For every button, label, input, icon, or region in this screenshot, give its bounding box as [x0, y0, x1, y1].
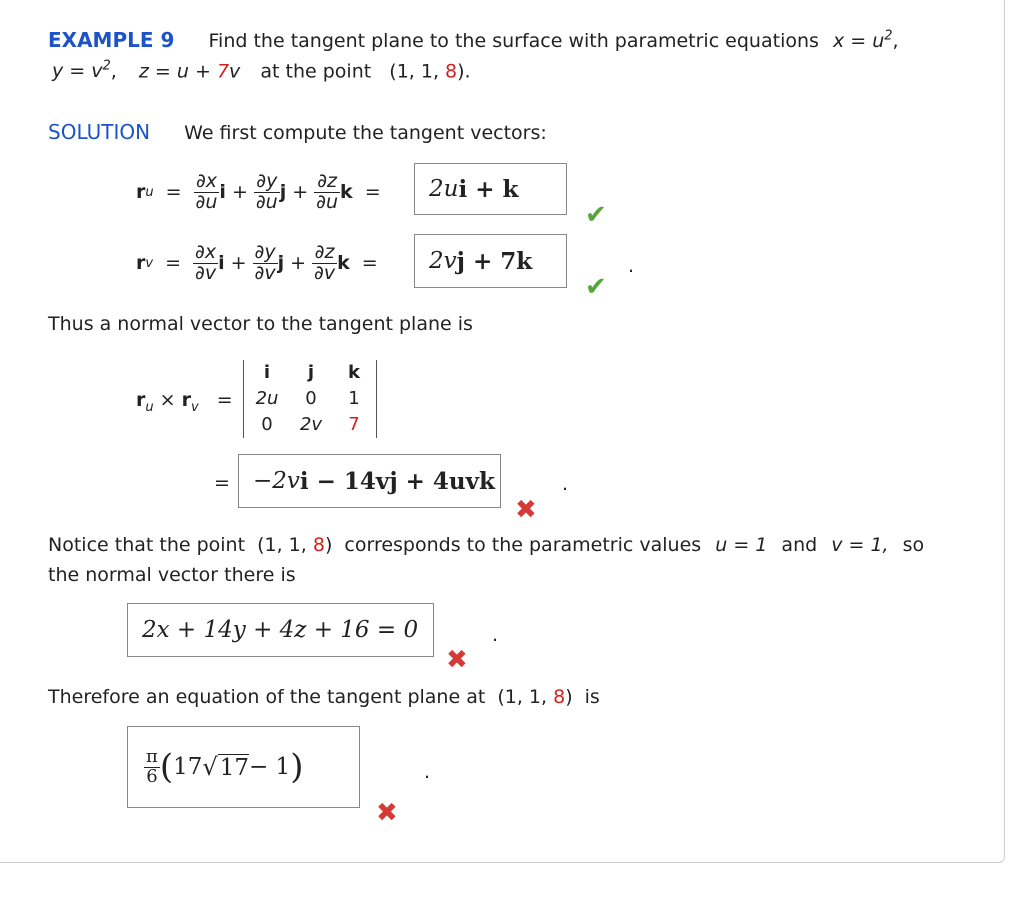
cross-product-label: $r_u \times r_v$ = — [136, 389, 233, 415]
point-coords: (1, 1, 8). — [389, 60, 471, 83]
rv-equation: r v = $\frac{\partial x}{\partial v}$ i + $\frac{\partial y}{\partial v}$ j + $\frac{\partial z}{\partial v}$ k = — [136, 240, 378, 284]
solution-line — [48, 120, 547, 144]
determinant-matrix — [243, 360, 377, 438]
ru-correct-check-icon: ✔ — [585, 200, 607, 230]
cross-product-answer-field[interactable]: −2v i − 14v j + 4uv k — [238, 454, 501, 508]
dx-dv-fraction: $\frac{\partial x}{\partial v}$ — [195, 240, 217, 284]
det-cell: k — [348, 362, 360, 383]
dz-du-fraction: $\frac{\partial z}{\partial u}$ — [316, 169, 339, 213]
rv-correct-check-icon: ✔ — [585, 272, 607, 302]
ru-answer-field[interactable]: 2u i + k — [414, 163, 567, 215]
example-prompt: Find the tangent plane to the surface with parametric equations — [208, 30, 819, 52]
therefore-line: Therefore an equation of the tangent plane at (1, 1, 8) is — [48, 686, 600, 708]
det-cell: j — [307, 362, 315, 383]
final-incorrect-x-icon: ✖ — [376, 798, 398, 828]
solution-intro: We first compute the tangent vectors: — [184, 122, 547, 144]
dz-dv-fraction: $\frac{\partial z}{\partial v}$ — [314, 240, 336, 284]
det-cell: 7 — [348, 414, 360, 435]
notice-line-2: the normal vector there is — [48, 564, 296, 586]
det-cell: 0 — [305, 388, 317, 409]
rv-answer-field[interactable]: 2v j + 7 k — [414, 234, 567, 288]
cross-eq-sign: = — [214, 472, 230, 494]
example-equations: $y = v^2$, z = u + 7v at the point (1, 1, 8). — [52, 59, 471, 83]
det-cell: 2u — [255, 388, 279, 409]
example-label: EXAMPLE 9 — [48, 28, 175, 52]
cross-incorrect-x-icon: ✖ — [515, 495, 537, 525]
ru-equation: r u = $\frac{\partial x}{\partial u}$ i + $\frac{\partial y}{\partial u}$ j + $\frac{\partial z}{\partial u}$ k = — [136, 169, 381, 213]
final-answer-field[interactable]: $\frac{\pi}{6}$ ( 17 √ 17 − 1 ) — [127, 726, 360, 808]
x-equation: $x = u^2$ — [832, 28, 893, 52]
det-cell: 2v — [299, 414, 323, 435]
normal-period: . — [492, 624, 499, 646]
example-header: EXAMPLE 9 Find the tangent plane to the surface with parametric equations $x = u^2$, — [48, 28, 899, 52]
solution-label: SOLUTION — [48, 120, 151, 144]
normal-incorrect-x-icon: ✖ — [446, 645, 468, 675]
dy-dv-fraction: $\frac{\partial y}{\partial v}$ — [254, 240, 276, 284]
normal-text: Thus a normal vector to the tangent plane is — [48, 313, 473, 335]
cross-period: . — [562, 473, 569, 495]
z-equation: z = u + 7v — [138, 60, 241, 83]
rv-period: . — [628, 255, 635, 277]
normal-answer-field[interactable]: 2x + 14y + 4z + 16 = 0 — [127, 603, 434, 657]
dx-du-fraction: $\frac{\partial x}{\partial u}$ — [195, 169, 218, 213]
dy-du-fraction: $\frac{\partial y}{\partial u}$ — [255, 169, 278, 213]
det-cell: i — [263, 362, 271, 383]
det-cell: 1 — [348, 388, 360, 409]
notice-line-1: Notice that the point (1, 1, 8) corresponds to the parametric values u = 1 and v = 1, so — [48, 534, 925, 556]
det-cell: 0 — [261, 414, 273, 435]
y-equation: $y = v^2$ — [52, 59, 111, 83]
pi-over-six: $\frac{\pi}{6}$ — [146, 745, 158, 787]
at-point-text: at the point — [260, 60, 372, 83]
final-period: . — [424, 761, 431, 783]
